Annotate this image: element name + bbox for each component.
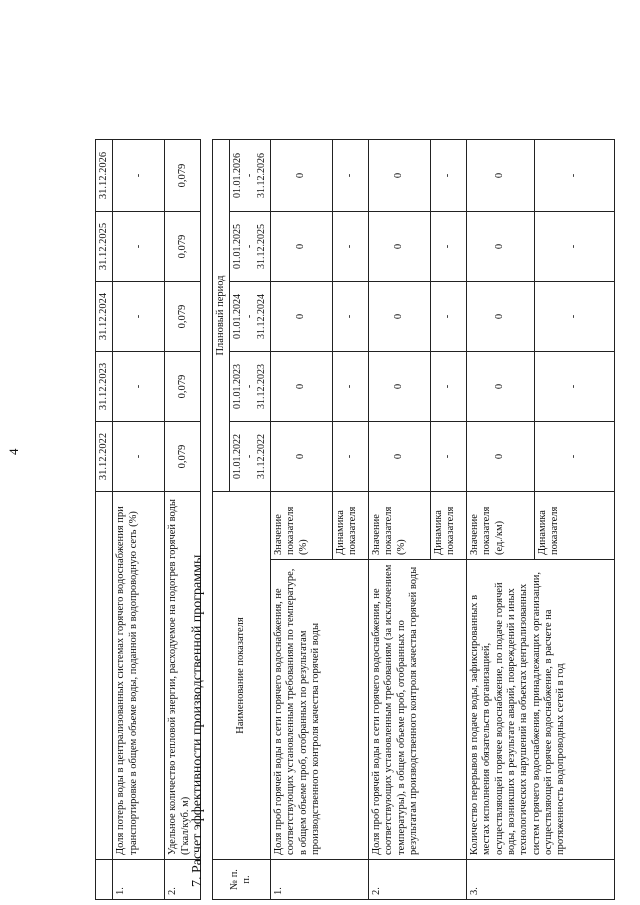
period-dash: - (244, 454, 256, 459)
period-dash: - (244, 314, 256, 319)
indicator-value: - (113, 352, 165, 422)
row-number: 1. (113, 860, 165, 900)
dynamics-value: - (534, 282, 614, 352)
dynamics-label: Динамика показателя (534, 492, 614, 560)
indicator-value: 0,079 (165, 282, 201, 352)
period-header (230, 352, 270, 422)
table1-header-blank (96, 860, 113, 900)
dynamics-value: - (534, 140, 614, 212)
table-row (270, 140, 332, 900)
indicator-value: 0 (368, 422, 430, 492)
indicator-value: - (113, 140, 165, 212)
value-label: Значение показателя (ед./км) (466, 492, 534, 560)
period-header (230, 212, 270, 282)
table1-header-row (96, 140, 113, 900)
dynamics-value: - (332, 422, 368, 492)
table1-header-date: 31.12.2024 (96, 282, 113, 352)
indicator-value: 0 (270, 282, 332, 352)
dynamics-value: - (430, 282, 466, 352)
page-number: 4 (6, 448, 21, 455)
period-to: 31.12.2025 (255, 224, 267, 269)
indicator-value: 0 (368, 282, 430, 352)
period-dash: - (244, 244, 256, 249)
indicator-value: 0 (466, 282, 534, 352)
period-from: 01.01.2026 (232, 153, 244, 198)
row-number: 2. (368, 860, 466, 900)
table2-header-row (213, 140, 230, 900)
indicator-value: - (113, 212, 165, 282)
dynamics-value: - (332, 140, 368, 212)
indicator-value: 0 (466, 352, 534, 422)
period-from: 01.01.2025 (232, 224, 244, 269)
table-row (113, 140, 165, 900)
section-title: 7. Расчет эффективности производственной программы (190, 554, 205, 887)
indicator-name: Удельное количество тепловой энергии, расходуемое на подогрев горячей воды (Гкал/куб. м) (165, 492, 201, 860)
dynamics-value: - (332, 282, 368, 352)
dynamics-value: - (534, 352, 614, 422)
row-number: 2. (165, 860, 201, 900)
indicator-value: - (113, 422, 165, 492)
indicator-value: 0 (270, 352, 332, 422)
period-dash: - (244, 173, 256, 178)
period-from: 01.01.2023 (232, 364, 244, 409)
indicator-value: 0 (368, 140, 430, 212)
indicator-value: 0 (270, 140, 332, 212)
dynamics-value: - (534, 212, 614, 282)
indicator-value: 0,079 (165, 422, 201, 492)
indicator-table-continued (95, 139, 201, 900)
value-label: Значение показателя (%) (368, 492, 430, 560)
table1-header-date: 31.12.2023 (96, 352, 113, 422)
period-header (230, 422, 270, 492)
dynamics-label: Динамика показателя (430, 492, 466, 560)
table1-header-date: 31.12.2026 (96, 140, 113, 212)
dynamics-value: - (332, 352, 368, 422)
planned-period-header: Плановый период (213, 140, 230, 492)
column-number-header: № п. п. (213, 860, 271, 900)
table-row (466, 140, 534, 900)
dynamics-value: - (430, 352, 466, 422)
row-number: 1. (270, 860, 368, 900)
indicator-name: Количество перерывов в подаче воды, зафиксированных в местах исполнения обязательств организацией, осуществляющей горячее водоснабжение, по подаче горячей воды, возникших в результате аварий, повреждений и иных технологических нарушений на объектах централизованных систем горячего водоснабжения, принадлежащих организации, осуществляющей горячее водоснабжение, в расчете на протяженность водопроводных сетей в год (466, 560, 614, 860)
indicator-value: 0,079 (165, 352, 201, 422)
indicator-value: 0 (368, 352, 430, 422)
indicator-name: Доля проб горячей воды в сети горячего водоснабжения, не соответствующих установленным требованиям (за исключением температуры), в общем объеме проб, отобранных по результатам производственного контроля качества горячей воды (368, 560, 466, 860)
dynamics-label: Динамика показателя (332, 492, 368, 560)
indicator-name: Доля потерь воды в централизованных системах горячего водоснабжения при транспортировке в общем объеме воды, поданной в водопроводную сеть (%) (113, 492, 165, 860)
period-from: 01.01.2022 (232, 434, 244, 479)
table-row (368, 140, 430, 900)
period-to: 31.12.2026 (255, 153, 267, 198)
indicator-value: 0 (368, 212, 430, 282)
dynamics-value: - (430, 140, 466, 212)
table1-header-date: 31.12.2025 (96, 212, 113, 282)
efficiency-table (212, 139, 615, 900)
period-from: 01.01.2024 (232, 294, 244, 339)
indicator-value: 0 (466, 422, 534, 492)
dynamics-value: - (430, 212, 466, 282)
indicator-value: - (113, 282, 165, 352)
dynamics-value: - (534, 422, 614, 492)
period-to: 31.12.2022 (255, 434, 267, 479)
indicator-value: 0 (466, 140, 534, 212)
period-header (230, 282, 270, 352)
table1-header-date: 31.12.2022 (96, 422, 113, 492)
column-name-header: Наименование показателя (213, 492, 271, 860)
period-header (230, 140, 270, 212)
dynamics-value: - (332, 212, 368, 282)
period-dash: - (244, 384, 256, 389)
indicator-value: 0,079 (165, 212, 201, 282)
indicator-value: 0 (466, 212, 534, 282)
table1-header-blank (96, 492, 113, 860)
period-to: 31.12.2023 (255, 364, 267, 409)
row-number: 3. (466, 860, 614, 900)
indicator-name: Доля проб горячей воды в сети горячего водоснабжения, не соответствующих установленным требованиям по температуре, в общем объеме проб, отобранных по результатам производственного контроля качества горячей воды (270, 560, 368, 860)
indicator-value: 0 (270, 212, 332, 282)
dynamics-value: - (430, 422, 466, 492)
period-to: 31.12.2024 (255, 294, 267, 339)
indicator-value: 0,079 (165, 140, 201, 212)
value-label: Значение показателя (%) (270, 492, 332, 560)
indicator-value: 0 (270, 422, 332, 492)
